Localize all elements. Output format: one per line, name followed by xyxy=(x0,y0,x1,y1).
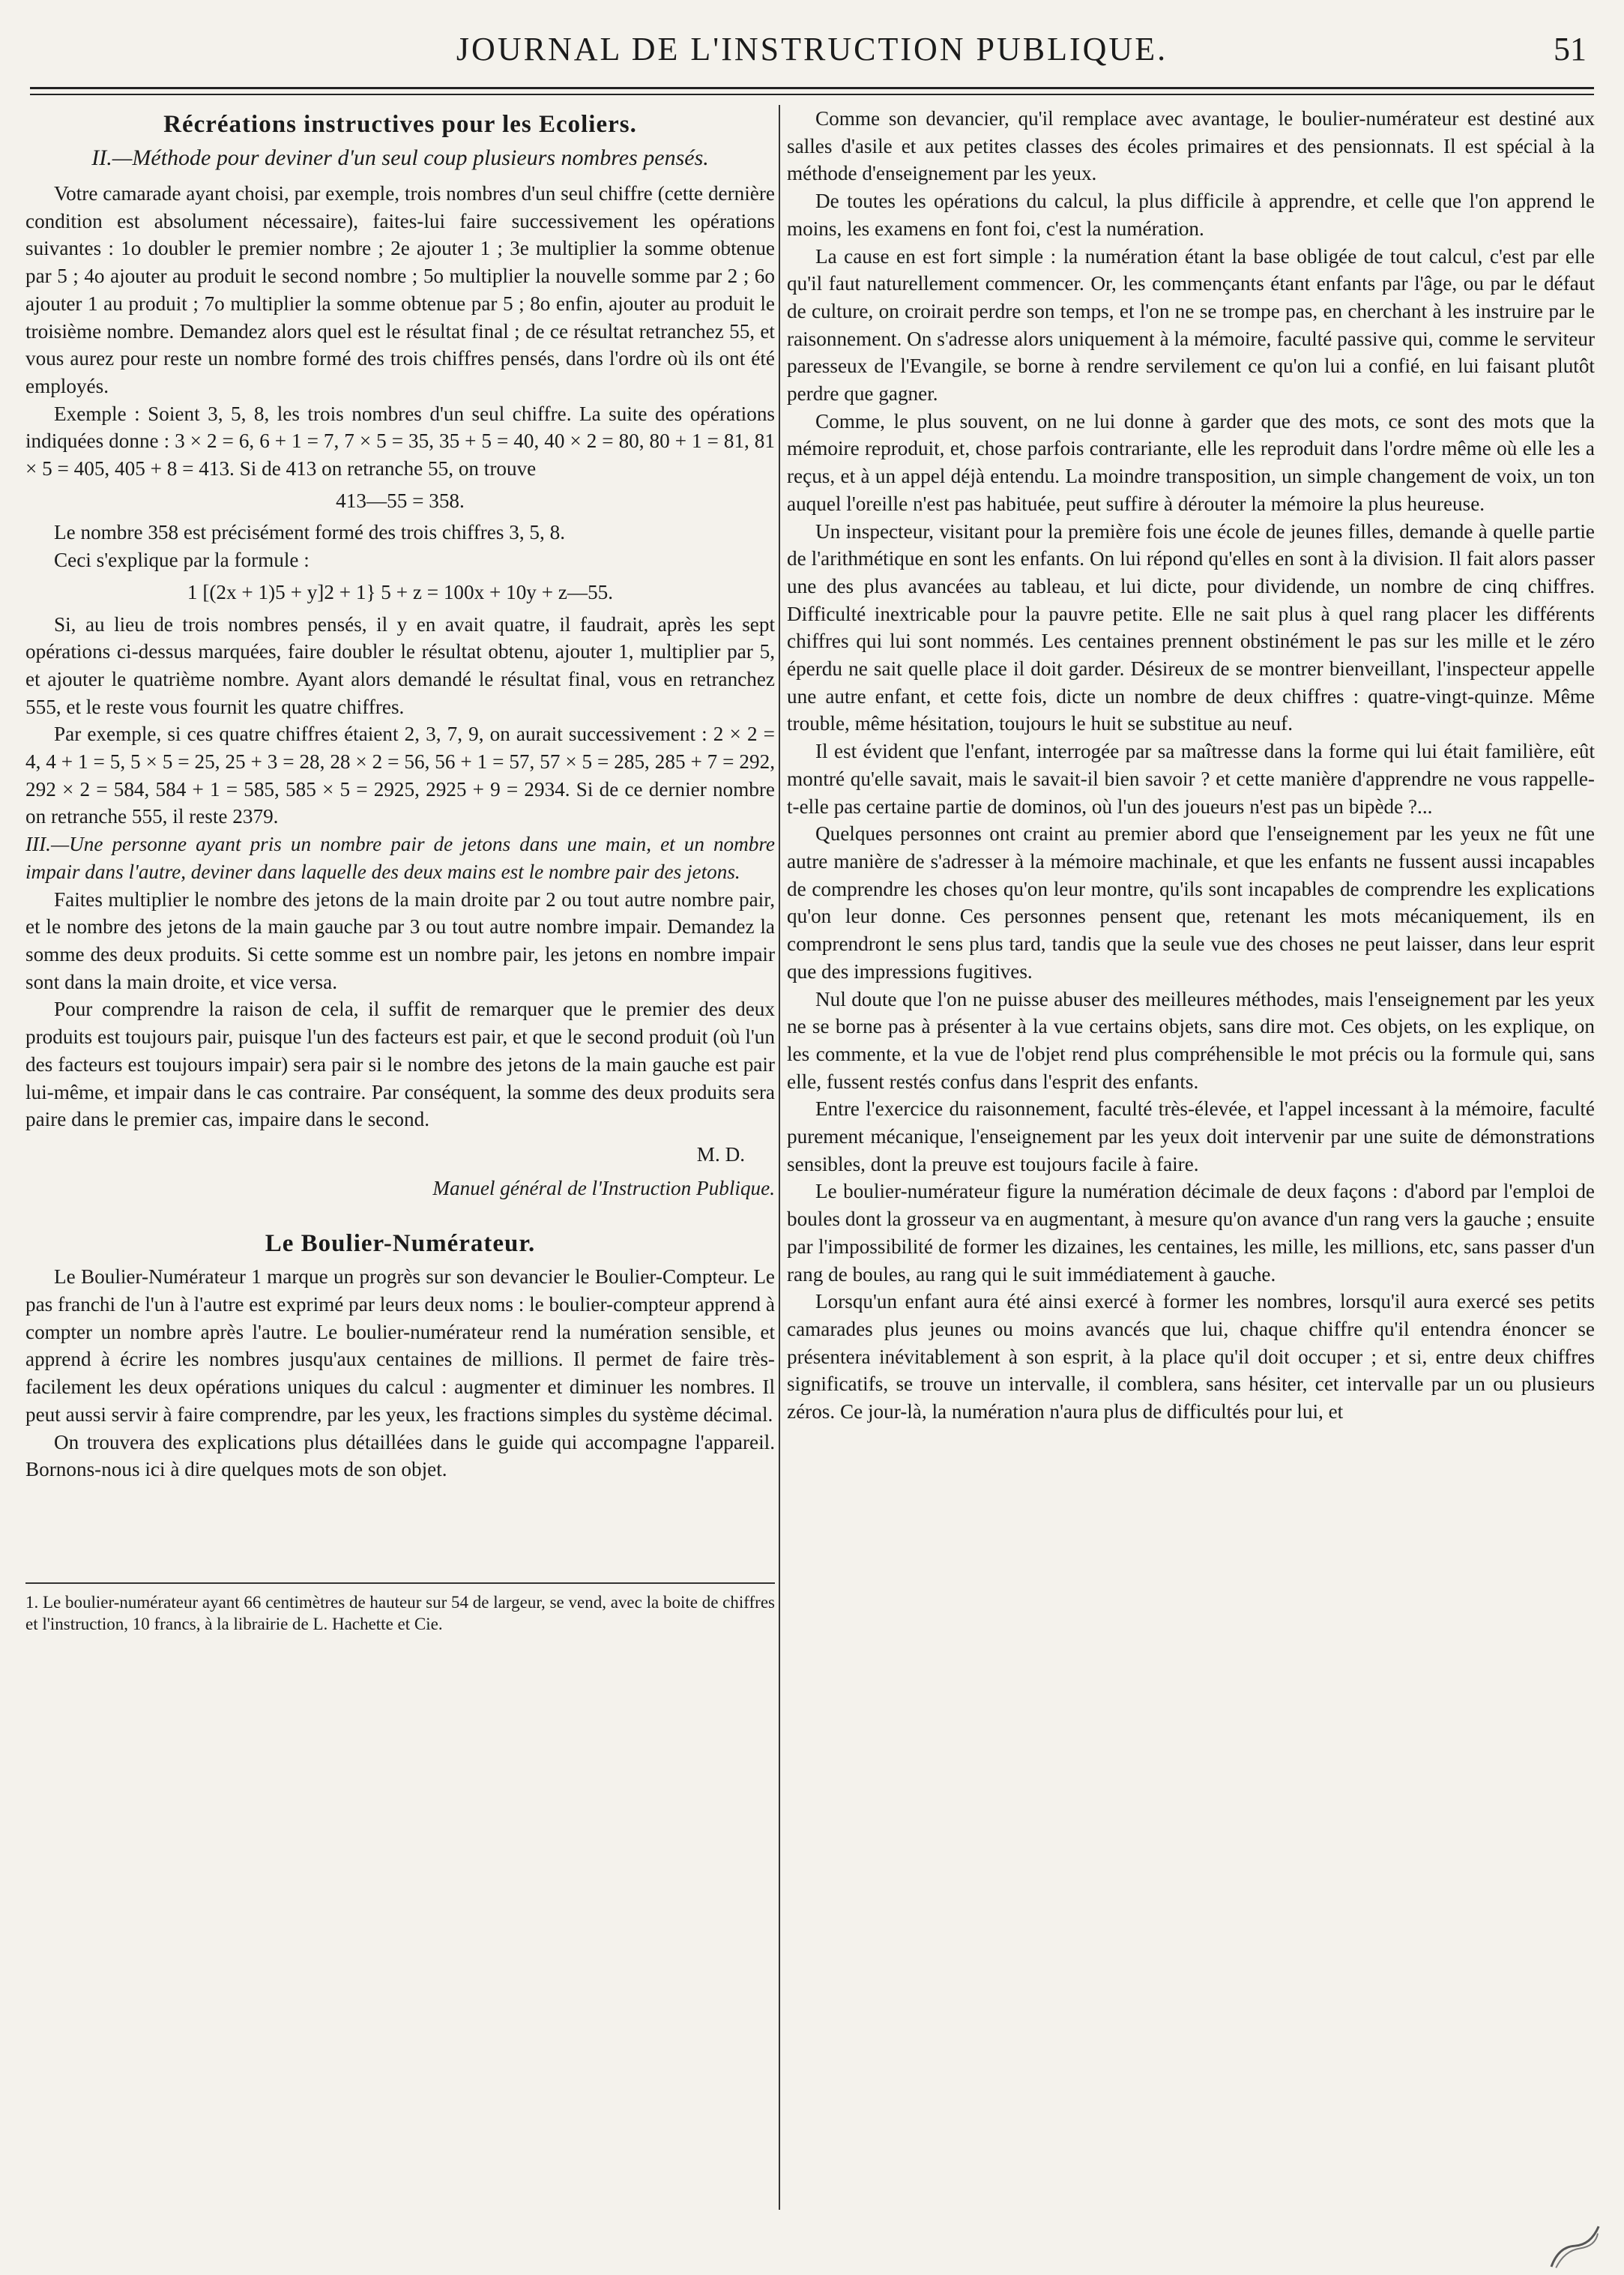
paragraph: Pour comprendre la raison de cela, il suffit de remarquer que le premier des deux produits est toujours pair, puisque l'un des facteurs est pair, et que le second produit (où l'un des facteurs est toujours impair) sera pair si le nombre des jetons de la main gauche est pair lui-même, et impair dans le cas contraire. Par conséquent, la somme des deux produits sera paire dans le premier cas, impaire dans le second. xyxy=(25,998,775,1131)
paragraph: Comme son devancier, qu'il remplace avec avantage, le boulier-numérateur est destiné aux salles d'asile et aux petites classes des écoles primaires et des pensionnats. Il est spécial à la méthode d'enseignement par les yeux. xyxy=(787,107,1595,185)
paragraph: Nul doute que l'on ne puisse abuser des meilleures méthodes, mais l'enseignement par les yeux ne se borne pas à présenter à la vue certains objets, sans dire mot. Ces objets, on les explique, on les commente, et la vue de l'objet rend plus compréhensible le mot précis ou la formule qui, sans elle, fussent restés confus dans l'esprit des enfants. xyxy=(787,987,1595,1093)
paragraph: Un inspecteur, visitant pour la première fois une école de jeunes filles, demande à quelle partie de l'arithmétique en sont les enfants. On lui répond qu'elles en sont à la division. Il fait alors passer une des plus avancées au tableau, et lui dicte, pour dividende, un nombre de cinq chiffres. Difficulté inextricable pour la pauvre petite. Elle ne sait plus à quel rang placer les différents chiffres qui lui sont nommés. Les centaines prennent obstinément le pas sur les mille et le zéro éperdu ne sait quelle place il doit garder. Désireux de se montrer bienveillant, l'inspecteur appelle une autre enfant, et cette fois, dicte un nombre de deux chiffres : quatre-vingt-quinze. Même trouble, même hésitation, toujours le huit se substitue au neuf. xyxy=(787,519,1595,735)
paragraph: Il est évident que l'enfant, interrogée par sa maîtresse dans la forme qui lui était familière, eût montré qu'elle savait, mais le savait-il bien savoir ? et cette manière d'apprendre ne vous rappelle-t-elle pas certaine partie de dominos, où l'un des joueurs n'est pas un bipède ?... xyxy=(787,740,1595,818)
paragraph-example: Exemple : Soient 3, 5, 8, les trois nombres d'un seul chiffre. La suite des opérations indiquées donne : 3 × 2 = 6, 6 + 1 = 7, 7 × 5 = 35, 35 + 5 = 40, 40 × 2 = 80, 80 + 1 = 81, 81 × 5 = 405, 405 + 8 = 413. Si de 413 on retranche 55, on trouve xyxy=(25,402,775,480)
page-header xyxy=(30,30,1594,82)
footnote-rule xyxy=(25,1582,775,1584)
paragraph: Le nombre 358 est précisément formé des trois chiffres 3, 5, 8. xyxy=(54,521,566,544)
section-title-boulier: Le Boulier-Numérateur. xyxy=(265,1230,536,1258)
paragraph: Quelques personnes ont craint au premier abord que l'enseignement par les yeux ne fût une autre manière de s'adresser à la mémoire machinale, et que les enfants ne fussent aussi incapables de comprendre les choses qu'on leur montre, qu'ils sont incapables de comprendre les explications qu'on leur donne. Ces personnes pensent que, retenant les mots mécaniquement, ils en comprendront le sens plus tard, tandis que la seule vue des choses ne peut laisser, dans leur esprit que des impressions fugitives. xyxy=(787,822,1595,983)
source-citation: Manuel général de l'Instruction Publique. xyxy=(432,1176,775,1199)
paragraph: Faites multiplier le nombre des jetons de la main droite par 2 ou tout autre nombre pair, et le nombre des jetons de la main gauche par 3 ou tout autre nombre impair. Demandez la somme des deux produits. Si cette somme est un nombre pair, les jetons en nombre impair sont dans la main droite, et vice versa. xyxy=(25,888,775,993)
journal-title: JOURNAL DE L'INSTRUCTION PUBLIQUE. xyxy=(456,31,1168,67)
section-subtitle-method: II.—Méthode pour deviner d'un seul coup plusieurs nombres pensés. xyxy=(91,145,709,170)
ink-smudge-icon xyxy=(1539,2220,1612,2275)
formula: 1 [(2x + 1)5 + y]2 + 1} 5 + z = 100x + 10y + z—55. xyxy=(187,580,614,603)
paragraph: Entre l'exercice du raisonnement, faculté très-élevée, et l'appel incessant à la mémoire, faculté purement mécanique, l'enseignement par les yeux doit intervenir par une suite de démonstrations sensibles, dont la preuve est toujours facile à faire. xyxy=(787,1097,1595,1175)
section-title-recreations: Récréations instructives pour les Ecoliers. xyxy=(163,111,637,138)
paragraph: De toutes les opérations du calcul, la plus difficile à apprendre, et celle que l'on apprend le moins, les examens en font foi, c'est la numération. xyxy=(787,190,1595,240)
paragraph: Par exemple, si ces quatre chiffres étaient 2, 3, 7, 9, on aurait successivement : 2 × 2 = 4, 4 + 1 = 5, 5 × 5 = 25, 25 + 3 = 28, 28 × 2 = 56, 56 + 1 = 57, 57 × 5 = 285, 285 + 7 = 292, 292 × 2 = 584, 584 + 1 = 585, 585 × 5 = 2925, 2925 + 9 = 2934. Si de ce dernier nombre on retranche 555, il reste 2379. xyxy=(25,723,775,828)
left-column xyxy=(25,105,775,2225)
paragraph: On trouvera des explications plus détaillées dans le guide qui accompagne l'appareil. Bornons-nous ici à dire quelques mots de son objet. xyxy=(25,1430,775,1481)
page-number: 51 xyxy=(1554,31,1587,67)
paragraph: Le Boulier-Numérateur 1 marque un progrès sur son devancier le Boulier-Compteur. Le pas franchi de l'un à l'autre est exprimé par leurs deux noms : le boulier-compteur apprend à compter un nombre après l'autre. Le boulier-numérateur rend la numération sensible, et apprend à écrire les nombres jusqu'aux centaines de millions. Il permet de faire très-facilement les deux opérations uniques du calcul : augmenter et diminuer les nombres. Il peut aussi servir à faire comprendre, par les yeux, les fractions simples du système décimal. xyxy=(25,1265,775,1426)
footnote: 1. Le boulier-numérateur ayant 66 centimètres de hauteur sur 54 de largeur, se vend, avec la boite de chiffres et l'instruction, 10 francs, à la librairie de L. Hachette et Cie. xyxy=(25,1592,775,1633)
paragraph: Comme, le plus souvent, on ne lui donne à garder que des mots, ce sont des mots que la mémoire reproduit, et, chose parfois contrariante, elle les reproduit dans l'ordre même où elle les a reçus, et à un appel déjà entendu. La moindre transposition, un simple changement de voix, un ton auquel l'oreille n'est pas habituée, peut suffire à dérouter la mémoire la plus heureuse. xyxy=(787,409,1595,515)
header-rule xyxy=(30,87,1594,95)
paragraph: Si, au lieu de trois nombres pensés, il y en avait quatre, il faudrait, après les sept opérations ci-dessus marquées, faire doubler le résultat obtenu, ajouter 1, multiplier par 5, et ajouter le quatrième nombre. Ayant alors demandé le résultat final, vous en retranchez 555, et le reste vous fournit les quatre chiffres. xyxy=(25,612,775,718)
column-divider xyxy=(779,105,780,2210)
paragraph: Lorsqu'un enfant aura été ainsi exercé à former les nombres, lorsqu'il aura exercé ses petits camarades plus jeunes ou moins avancés que lui, chaque chiffre qu'il entendra énoncer se présentera inévitablement à son esprit, à la place qu'il doit occuper ; et si, entre deux chiffres significatifs, se trouve un intervalle, il comblera, sans hésiter, cet intervalle par un ou plusieurs zéros. Ce jour-là, la numération n'aura plus de difficultés pour lui, et xyxy=(787,1290,1595,1423)
paragraph: Le boulier-numérateur figure la numération décimale de deux façons : d'abord par l'emploi de boules dont la grosseur va en augmentant, à mesure qu'on avance d'un rang vers la gauche ; ensuite par l'impossibilité de former les dizaines, les centaines, les mille, les millions, etc, sans passer d'un rang de boules, au rang qui le suit immédiatement à gauche. xyxy=(787,1180,1595,1286)
right-column xyxy=(787,105,1595,2225)
author-signature: M. D. xyxy=(696,1142,745,1166)
paragraph: Votre camarade ayant choisi, par exemple, trois nombres d'un seul chiffre (cette dernière condition est absolument nécessaire), faites-lui faire successivement les opérations suivantes : 1o doubler le premier nombre ; 2e ajouter 1 ; 3e multiplier la somme obtenue par 5 ; 4o ajouter au produit le second nombre ; 5o multiplier la nouvelle somme par 2 ; 6o ajouter 1 au produit ; 7o multiplier la somme obtenue par 5 ; 8o enfin, ajouter au produit le troisième nombre. Demandez alors quel est le résultat final ; de ce résultat retranchez 55, et vous aurez pour reste un nombre formé des trois chiffres pensés, dans l'ordre où ils ont été employés. xyxy=(25,182,775,397)
equation: 413—55 = 358. xyxy=(336,489,465,512)
section-heading-iii: III.—Une personne ayant pris un nombre pair de jetons dans une main, et un nombre impair dans l'autre, deviner dans laquelle des deux mains est le nombre pair des jetons. xyxy=(25,833,775,883)
paragraph: La cause en est fort simple : la numération étant la base obligée de tout calcul, c'est par elle qu'il faut naturellement commencer. Or, les commençants étant enfants par l'âge, ou par le défaut de culture, on croirait perdre son temps, et l'on ne se trompe pas, en cherchant à les instruire par le raisonnement. On s'adresse alors uniquement à la mémoire, faculté passive qui, comme le serviteur paresseux de l'Evangile, se borne à rendre servilement ce qu'on lui a confié, en lui faisant plutôt perdre que gagner. xyxy=(787,244,1595,406)
paragraph: Ceci s'explique par la formule : xyxy=(54,549,310,572)
